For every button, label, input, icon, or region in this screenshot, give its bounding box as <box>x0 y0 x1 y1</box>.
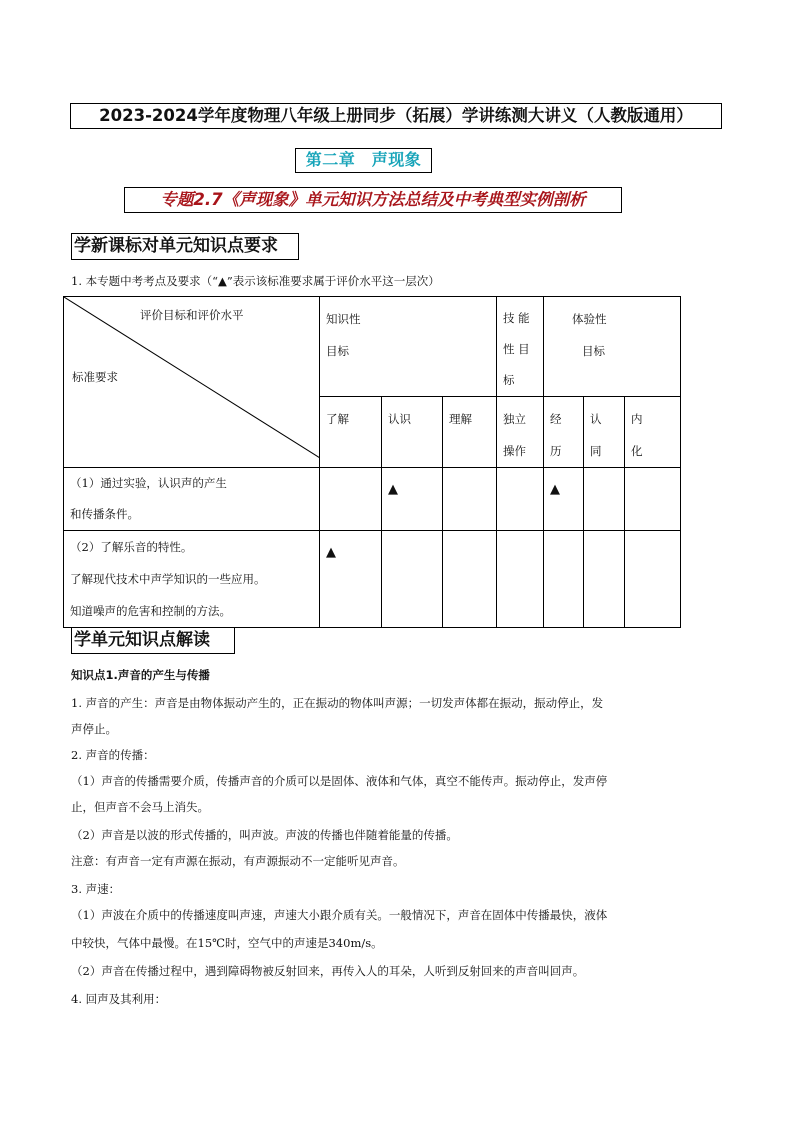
table-row <box>64 531 681 628</box>
diagonal-header-cell <box>64 297 320 468</box>
skill-label-3: 标 <box>503 373 515 387</box>
section-heading-curriculum: 学新课标对单元知识点要求 <box>71 233 299 260</box>
sub-header-experience: 经 历 <box>544 397 584 468</box>
paragraph-2-1a: （1）声音的传播需要介质，传播声音的介质可以是固体、液体和气体，真空不能传声。振动停止，发声停 <box>71 774 608 788</box>
knowledge-point-1-title: 知识点1.声音的产生与传播 <box>71 668 210 682</box>
paragraph-2-2: （2）声音是以波的形式传播的，叫声波。声波的传播也伴随着能量的传播。 <box>71 828 458 842</box>
paragraph-4: 4. 回声及其利用： <box>71 992 167 1006</box>
skill-label-2: 性 目 <box>503 342 530 356</box>
sub-header-recognize: 认识 <box>382 397 443 468</box>
diag-top-label: 评价目标和评价水平 <box>140 308 244 322</box>
table-row <box>64 468 681 531</box>
table-note: 1. 本专题中考考点及要求（“▲”表示该标准要求属于评价水平这一层次） <box>71 274 440 288</box>
requirements-table <box>63 296 681 628</box>
knowledge-label-2: 目标 <box>326 344 349 358</box>
paragraph-3-2: （2）声音在传播过程中，遇到障碍物被反射回来，再传入人的耳朵，人听到反射回来的声音叫回声。 <box>71 964 585 978</box>
sub-header-identify: 认 同 <box>584 397 625 468</box>
sub-header-internalize: 内 化 <box>625 397 681 468</box>
document-main-title: 2023-2024学年度物理八年级上册同步（拓展）学讲练测大讲义（人教版通用） <box>70 103 722 129</box>
knowledge-label-1: 知识性 <box>326 312 361 326</box>
sub-header-understand: 了解 <box>320 397 382 468</box>
paragraph-3: 3. 声速： <box>71 882 121 896</box>
chapter-title: 第二章 声现象 <box>295 148 432 173</box>
skill-group-header <box>497 297 544 397</box>
paragraph-1b: 声停止。 <box>71 722 117 736</box>
row1-standard: （1）通过实验，认识声的产生 和传播条件。 <box>64 468 320 531</box>
section-heading-knowledge: 学单元知识点解读 <box>71 627 235 654</box>
row2-mark-understand: ▲ <box>326 545 336 560</box>
sub-header-comprehend: 理解 <box>443 397 497 468</box>
row2-standard: （2）了解乐音的特性。 了解现代技术中声学知识的一些应用。 知道噪声的危害和控制的方法。 <box>64 531 320 628</box>
paragraph-2: 2. 声音的传播： <box>71 748 155 762</box>
experience-group-header <box>544 297 681 397</box>
topic-title: 专题2.7《声现象》单元知识方法总结及中考典型实例剖析 <box>124 187 622 213</box>
paragraph-3-1a: （1）声波在介质中的传播速度叫声速，声速大小跟介质有关。一般情况下，声音在固体中传播最快，液体 <box>71 908 608 922</box>
experience-label-2: 目标 <box>582 344 606 358</box>
paragraph-2-note: 注意：有声音一定有声源在振动，有声源振动不一定能听见声音。 <box>71 854 405 868</box>
paragraph-1a: 1. 声音的产生：声音是由物体振动产生的，正在振动的物体叫声源；一切发声体都在振动，振动停止，发 <box>71 696 604 710</box>
knowledge-group-header <box>320 297 497 397</box>
paragraph-2-1b: 止，但声音不会马上消失。 <box>71 800 209 814</box>
sub-header-operate: 独立 操作 <box>497 397 544 468</box>
diag-bottom-label: 标准要求 <box>72 370 118 384</box>
skill-label-1: 技 能 <box>503 311 530 325</box>
row1-mark-experience: ▲ <box>550 482 561 497</box>
row1-mark-recognize: ▲ <box>388 482 398 497</box>
experience-label-1: 体验性 <box>572 312 607 326</box>
paragraph-3-1b: 中较快，气体中最慢。在15℃时，空气中的声速是340m/s。 <box>71 936 383 950</box>
